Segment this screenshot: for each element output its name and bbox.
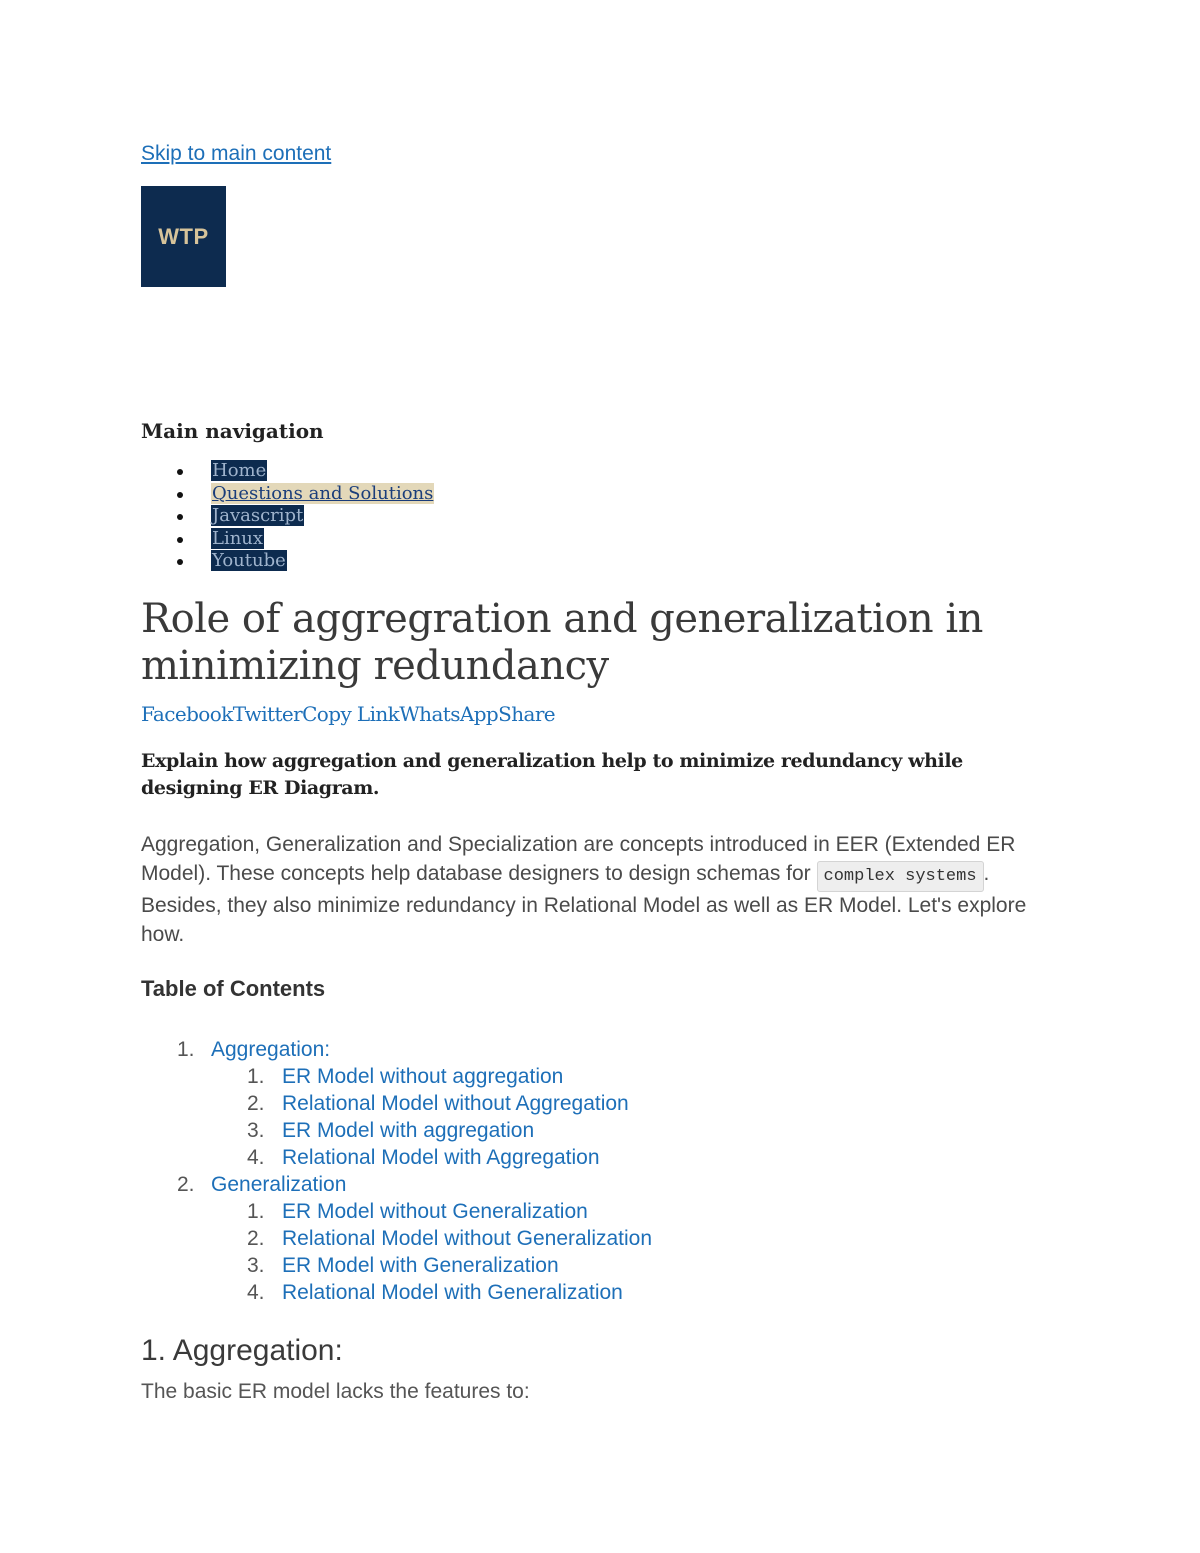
nav-link-linux[interactable]: Linux xyxy=(212,527,264,549)
share-copy-link[interactable]: Copy Link xyxy=(302,702,400,726)
toc-subitem xyxy=(141,1252,652,1279)
table-of-contents xyxy=(141,1036,652,1306)
share-facebook-link[interactable]: Facebook xyxy=(141,702,233,726)
toc-number: 2. xyxy=(247,1227,265,1250)
toc-link[interactable]: ER Model without Generalization xyxy=(282,1200,588,1223)
toc-link[interactable]: Relational Model with Generalization xyxy=(282,1281,623,1304)
share-twitter-link[interactable]: Twitter xyxy=(232,702,303,726)
toc-item xyxy=(141,1171,652,1198)
question-text: Explain how aggregation and generalization help to minimize redundancy while designing ER Diagram. xyxy=(141,750,963,799)
toc-link[interactable]: ER Model without aggregation xyxy=(282,1065,564,1088)
toc-link[interactable]: Relational Model without Generalization xyxy=(282,1227,653,1250)
nav-link-home[interactable]: Home xyxy=(212,460,267,481)
nav-item-javascript xyxy=(141,505,434,528)
toc-subitem xyxy=(141,1090,652,1117)
nav-item-home xyxy=(141,460,434,483)
toc-subitem xyxy=(141,1279,652,1306)
nav-link-questions-and-solutions[interactable]: Questions and Solutions xyxy=(212,482,434,504)
site-logo[interactable] xyxy=(141,186,226,287)
toc-number: 1. xyxy=(247,1065,265,1088)
toc-link[interactable]: Relational Model with Aggregation xyxy=(282,1146,600,1169)
share-button[interactable]: Share xyxy=(498,702,556,726)
toc-number: 3. xyxy=(247,1254,265,1277)
toc-number: 1. xyxy=(177,1038,195,1061)
toc-item xyxy=(141,1036,652,1063)
nav-item-questions-and-solutions xyxy=(141,483,434,506)
toc-number: 3. xyxy=(247,1119,265,1142)
share-whatsapp-link[interactable]: WhatsApp xyxy=(399,702,499,726)
share-links xyxy=(141,702,555,726)
toc-subitem xyxy=(141,1144,652,1171)
toc-number: 4. xyxy=(247,1281,265,1304)
main-navigation xyxy=(141,460,434,573)
intro-text-after-code: . Besides, they also minimize redundancy in Relational Model as well as ER Model. Let's explore how. xyxy=(141,862,1027,946)
toc-subitem xyxy=(141,1117,652,1144)
main-navigation-heading: Main navigation xyxy=(141,419,324,443)
toc-number: 1. xyxy=(247,1200,265,1223)
toc-link-generalization[interactable]: Generalization xyxy=(211,1173,347,1196)
nav-link-javascript[interactable]: Javascript xyxy=(212,505,304,527)
toc-link[interactable]: Relational Model without Aggregation xyxy=(282,1092,629,1115)
toc-subitem xyxy=(141,1198,652,1225)
toc-number: 2. xyxy=(247,1092,265,1115)
intro-text-before-code: Aggregation, Generalization and Specialization are concepts introduced in EER (Extended ER Model). These concepts help database designers to design schemas for xyxy=(141,833,1016,885)
table-of-contents-heading: Table of Contents xyxy=(141,976,326,1001)
toc-subitem xyxy=(141,1063,652,1090)
toc-number: 2. xyxy=(177,1173,195,1196)
section-paragraph: The basic ER model lacks the features to: xyxy=(141,1380,530,1403)
article-title: Role of aggregration and generalization in minimizing redundancy xyxy=(141,596,983,689)
nav-link-youtube[interactable]: Youtube xyxy=(212,550,286,572)
section-heading-aggregation: 1. Aggregation: xyxy=(141,1334,343,1367)
nav-item-youtube xyxy=(141,550,434,573)
inline-code: complex systems xyxy=(817,861,984,892)
toc-number: 4. xyxy=(247,1146,265,1169)
logo-text: WTP xyxy=(158,223,209,249)
intro-paragraph xyxy=(141,830,1061,949)
toc-subitem xyxy=(141,1225,652,1252)
nav-item-linux xyxy=(141,528,434,551)
skip-to-main-content-link[interactable]: Skip to main content xyxy=(141,142,332,165)
toc-link[interactable]: ER Model with Generalization xyxy=(282,1254,559,1277)
toc-link[interactable]: ER Model with aggregation xyxy=(282,1119,535,1142)
toc-link-aggregation[interactable]: Aggregation: xyxy=(211,1038,331,1061)
